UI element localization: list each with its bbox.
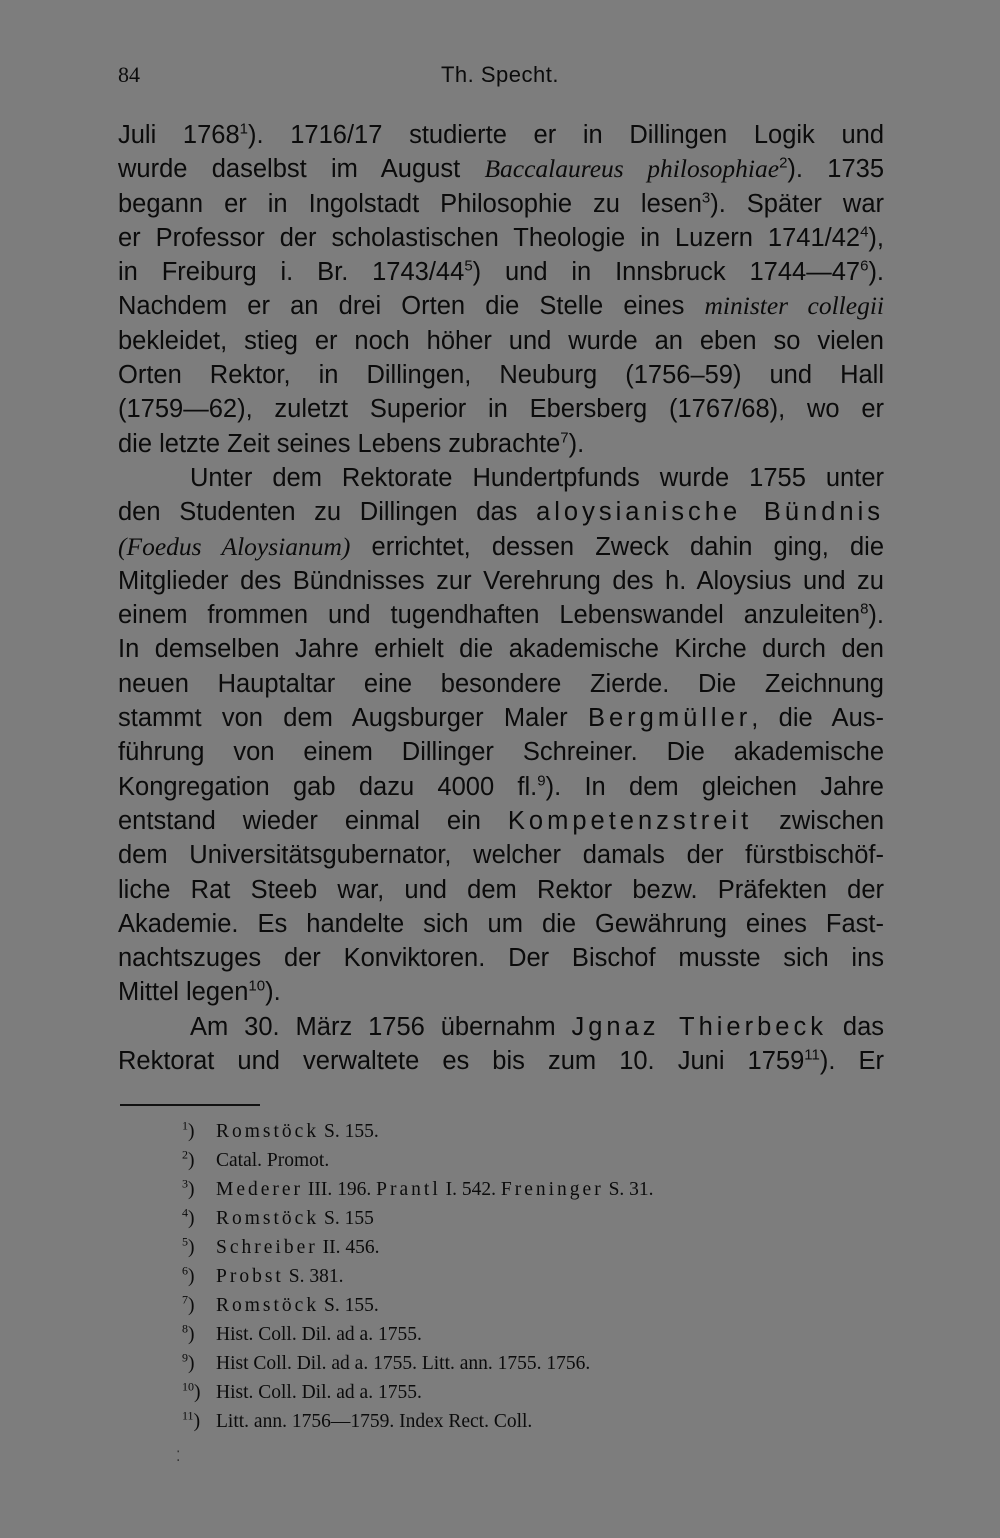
text-line: in Freiburg i. Br. $1743/44^5$) und in Innsbruck $1744—47^6$). <box>118 257 885 287</box>
text-line: die letzte Zeit seines Lebens zubrachte$^7$). <box>118 429 585 458</box>
text-line: nachtszuges der Konviktoren. Der Bischof musste sich ins <box>118 944 884 973</box>
text-line: stammt von dem Augsburger Maler Bergmüller, die Aus- <box>118 704 884 733</box>
text-line: (1759—62), zuletzt Superior in Ebersberg (1767/68), wo er <box>118 395 884 424</box>
footnotes <box>182 1117 882 1436</box>
text-line: Akademie. Es handelte sich um die Gewährung eines Fast- <box>118 909 884 938</box>
body-text <box>118 118 884 1078</box>
text-line: liche Rat Steeb war, und dem Rektor bezw. Präfekten der <box>118 875 884 904</box>
text-line: führung von einem Dillinger Schreiner. Die akademische <box>118 738 884 767</box>
paragraph-start: Unter dem Rektorate Hundertpfunds wurde 1755 unter <box>190 463 884 492</box>
footnote: $^9$) Hist Coll. Dil. ad a. 1755. Litt. ann. 1755. 1756. <box>182 1350 591 1374</box>
text-line: den Studenten zu Dillingen das aloysianische Bündnis <box>118 498 884 527</box>
footnote-separator <box>120 1104 260 1106</box>
footnote: $^7$) Romstöck S. 155. <box>182 1292 379 1316</box>
text-line: dem Universitätsgubernator, welcher damals der fürstbischöf- <box>118 841 884 870</box>
text-line: Nachdem er an drei Orten die Stelle eines minister collegii <box>118 291 884 321</box>
paragraph-start: Am 30. März 1756 übernahm Jgnaz Thierbeck das <box>190 1012 884 1041</box>
text-line: neuen Hauptaltar eine besondere Zierde. Die Zeichnung <box>118 669 884 698</box>
text-line: Juli 1768$^1$). 1716/17 studierte er in Dillingen Logik und <box>118 120 885 149</box>
text-line: Rektorat und verwaltete es bis zum 10. Juni 1759$^{11}$). Er <box>118 1046 884 1076</box>
scan-speck: ⁚ <box>176 1448 181 1464</box>
footnote: $^4$) Romstöck S. 155 <box>182 1205 374 1229</box>
footnote: $^6$) Probst S. 381. <box>182 1263 344 1287</box>
footnote: $^1$) Romstöck S. 155. <box>182 1118 379 1142</box>
text-line: begann er in Ingolstadt Philosophie zu lesen$^3$). Später war <box>118 189 884 218</box>
footnote: $^3$) Mederer III. 196. Prantl I. 542. Freninger S. 31. <box>182 1176 654 1200</box>
text-line: In demselben Jahre erhielt die akademische Kirche durch den <box>118 635 884 664</box>
text-line: Kongregation gab dazu 4000 fl.$^9$). In dem gleichen Jahre <box>118 772 884 801</box>
page-number: 84 <box>118 62 140 87</box>
footnote: $^{11}$) Litt. ann. 1756—1759. Index Rect. Coll. <box>182 1408 533 1432</box>
text-line: bekleidet, stieg er noch höher und wurde an eben so vielen <box>118 326 884 355</box>
text-line: Orten Rektor, in Dillingen, Neuburg (1756–59) und Hall <box>118 361 884 390</box>
text-line: (Foedus Aloysianum) errichtet, dessen Zweck dahin ging, die <box>118 531 885 561</box>
text-line: Mitglieder des Bündnisses zur Verehrung des h. Aloysius und zu <box>118 566 884 595</box>
text-line: entstand wieder einmal ein Kompetenzstreit zwischen <box>118 806 884 835</box>
footnote: $^5$) Schreiber II. 456. <box>182 1234 380 1258</box>
text-line: Mittel legen$^{10}$). <box>118 977 281 1007</box>
text-line: er Professor der scholastischen Theologie in Luzern $1741/42^4$), <box>118 223 884 252</box>
text-line: wurde daselbst im August Baccalaureus philosophiae$^2$). 1735 <box>118 154 884 184</box>
footnote: $^{10}$) Hist. Coll. Dil. ad a. 1755. <box>182 1379 422 1403</box>
text-line: einem frommen und tugendhaften Lebenswandel anzuleiten$^8$). <box>118 600 884 630</box>
footnote: $^8$) Hist. Coll. Dil. ad a. 1755. <box>182 1321 422 1345</box>
running-head: Th. Specht. <box>440 62 559 87</box>
footnote: $^2$) Catal. Promot. <box>182 1147 330 1171</box>
page-header <box>118 62 882 92</box>
